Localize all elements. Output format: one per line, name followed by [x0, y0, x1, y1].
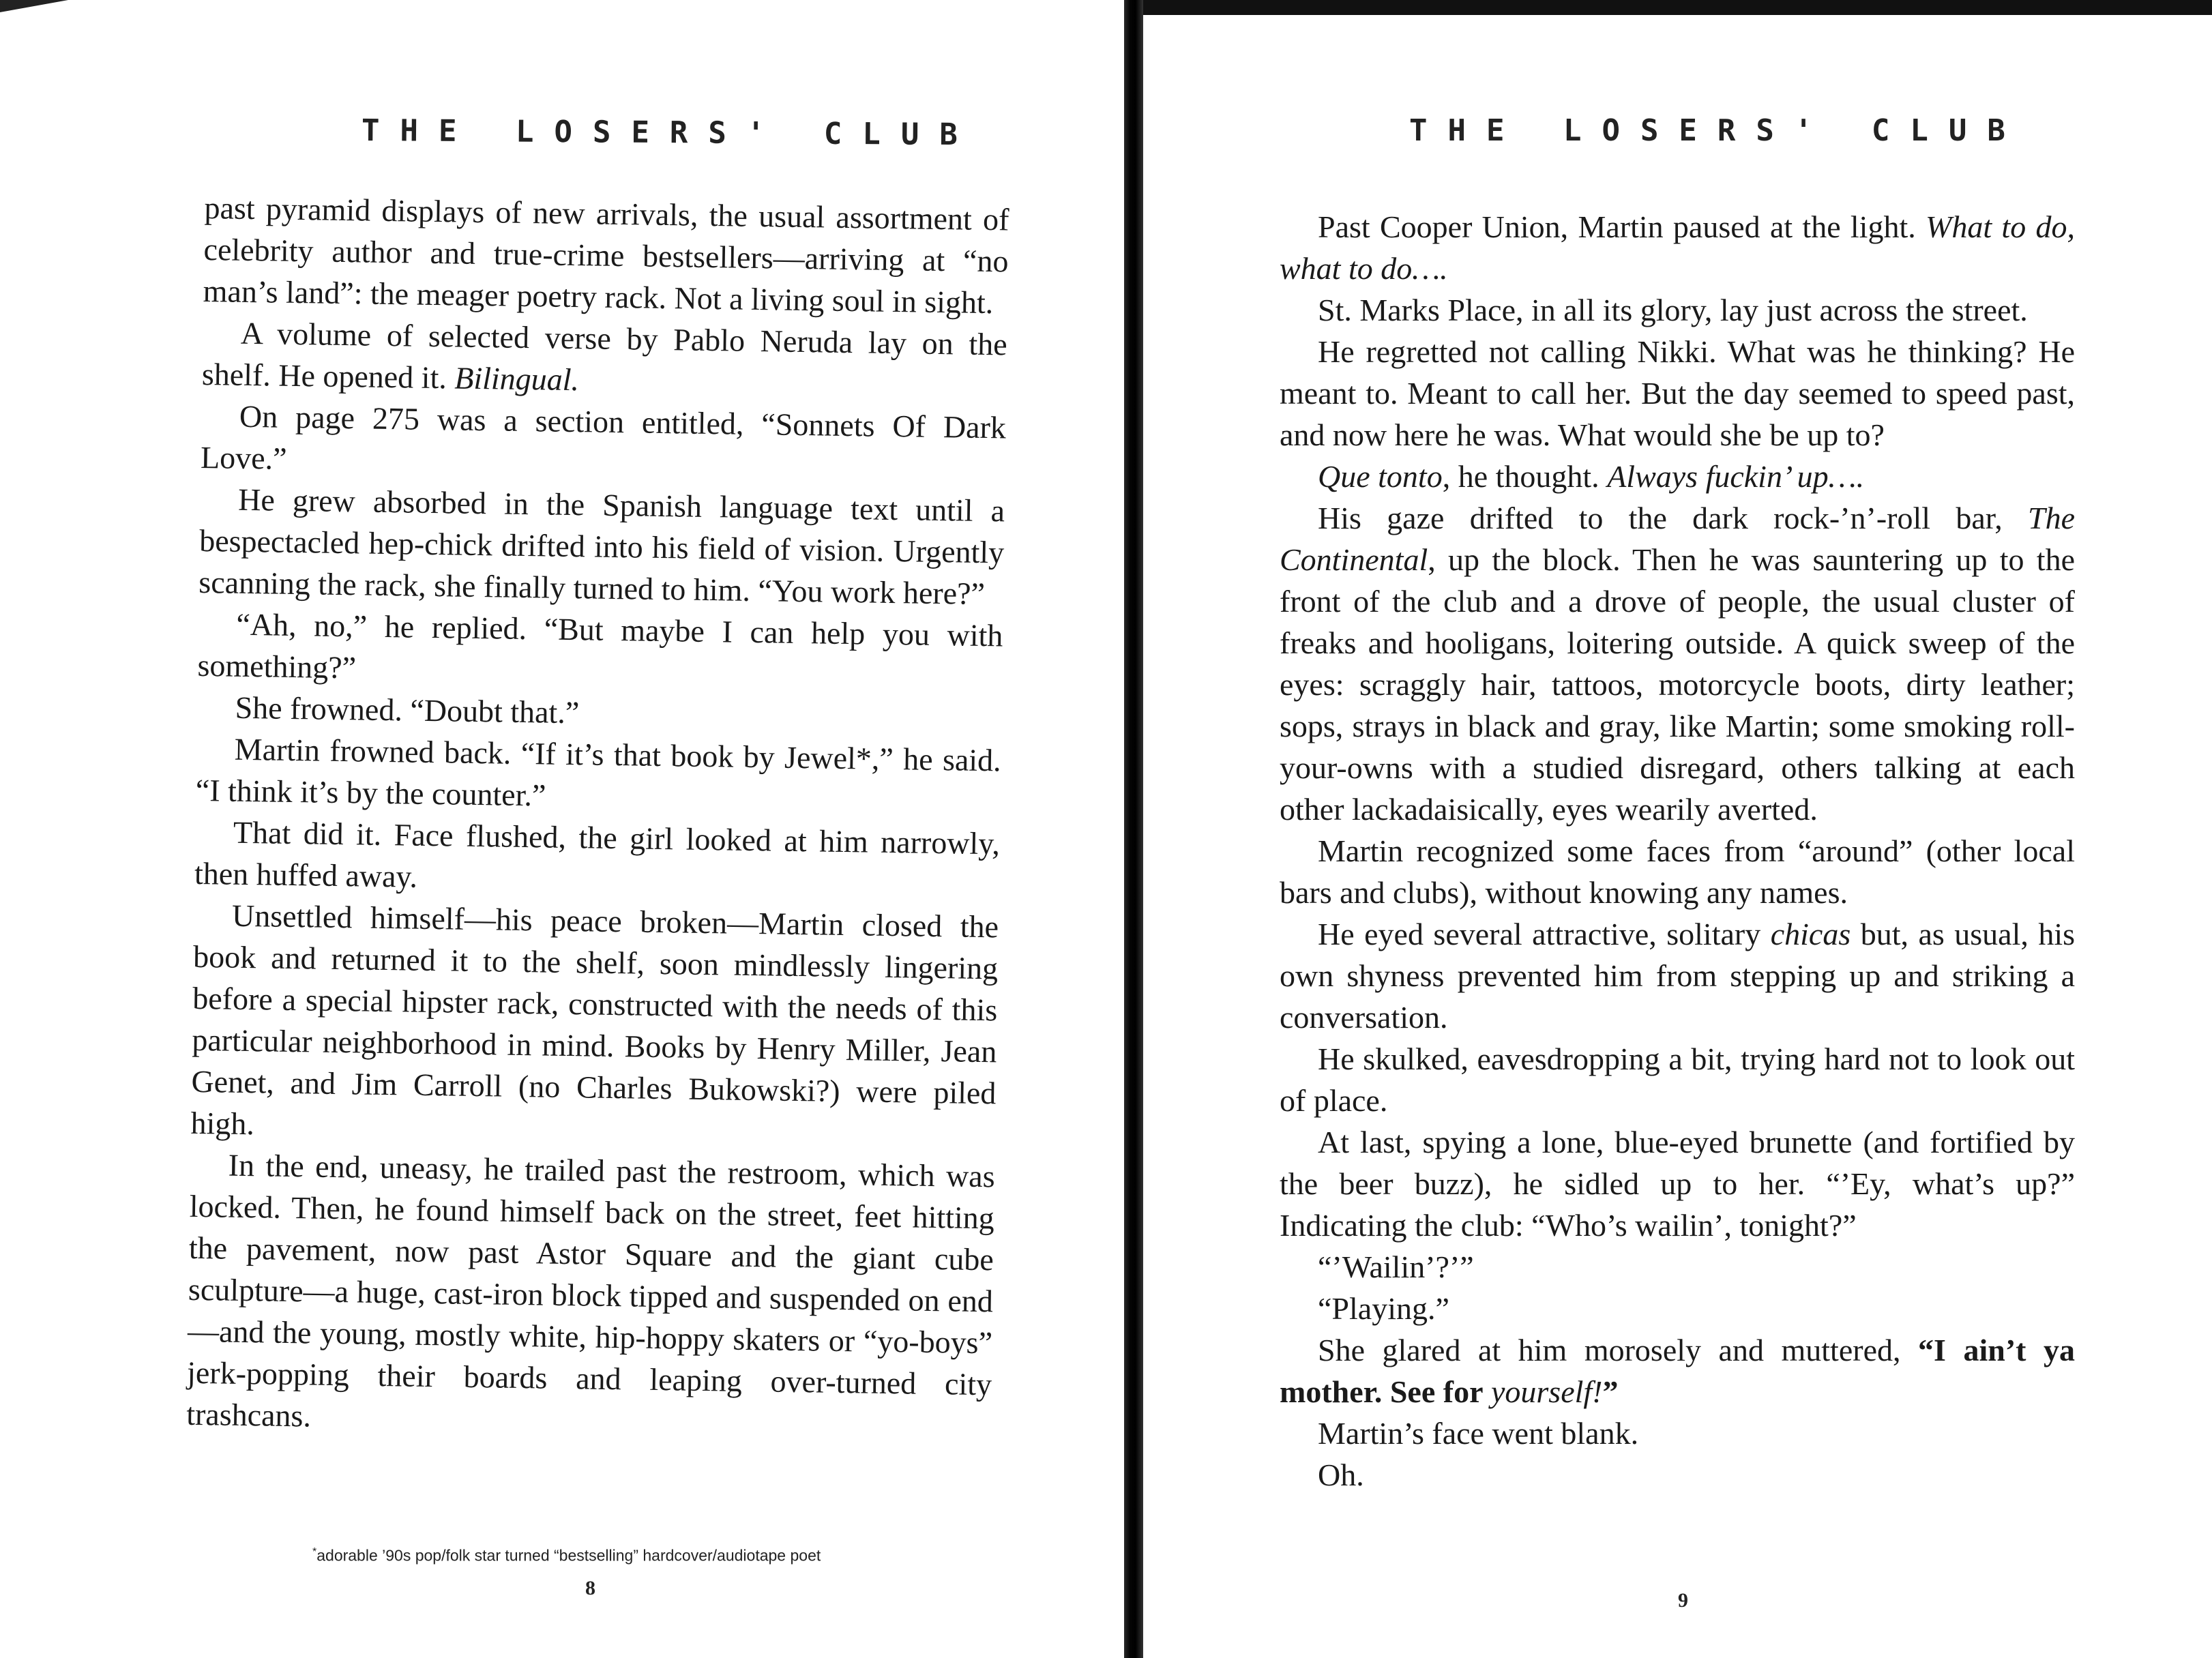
paragraph: Unsettled himself—his peace broken—Martin closed the book and returned it to the shelf, soon mindlessly lingering before a special hipster rack, constructed with the needs of this particular neighborhood in mind. Books by Henry Miller, Jean Genet, and Jim Carroll (no Charles Bukowski?) were piled high.	[190, 898, 999, 1142]
paragraph: Martin frowned back. “If it’s that book by Jewel*,” he said. “I think it’s by the counter.”	[195, 731, 1002, 813]
paragraph: On page 275 was a section entitled, “Sonnets Of Dark Love.”	[200, 398, 1007, 476]
footnote-text: adorable ’90s pop/folk star turned “bestselling” hardcover/audiotape poet	[316, 1546, 821, 1565]
paragraph: Martin’s face went blank.	[1318, 1416, 1639, 1451]
paragraph: He skulked, eavesdropping a bit, trying hard not to look out of place.	[1280, 1041, 2075, 1118]
footnote	[312, 1546, 926, 1565]
paragraph: She frowned. “Doubt that.”	[235, 690, 580, 730]
footnote-mark: *	[312, 1546, 317, 1558]
paragraph: “Ah, no,” he replied. “But maybe I can help you with something?”	[197, 606, 1003, 685]
paragraph: She glared at him morosely and muttered, “I ain’t ya mother. See for yourself!”	[1280, 1333, 2075, 1409]
paragraph: He grew absorbed in the Spanish language text until a bespectacled hep-chick drifted into his field of vision. Urgently scanning the rack, she finally turned to him. “You work here?”	[198, 482, 1005, 612]
paragraph: St. Marks Place, in all its glory, lay just across the street.	[1318, 293, 2028, 327]
right-page	[1143, 0, 2212, 1658]
body-text	[1280, 206, 2075, 1496]
running-head: THE LOSERS' CLUB	[1409, 113, 2026, 148]
paragraph: “Playing.”	[1318, 1291, 1449, 1326]
paragraph: In the end, uneasy, he trailed past the restroom, which was locked. Then, he found himself back on the street, feet hitting the pavement, now past Astor Square and the giant cube sculpture—a huge, cast-iron block tipped and suspended on end—and the young, mostly white, hip-hoppy skaters or “yo-boys” jerk-popping their boards and leaping over-turned city trashcans.	[186, 1147, 995, 1434]
paragraph: Martin recognized some faces from “around” (other local bars and clubs), without knowing any names.	[1280, 833, 2075, 910]
paragraph: His gaze drifted to the dark rock-’n’-roll bar, The Continental, up the block. Then he was sauntering up to the front of the club and a drove of people, the usual cluster of freaks and hooligans, loitering outside. A quick sweep of the eyes: scraggly hair, tattoos, motorcycle boots, dirty leather; sops, strays in black and gray, like Martin; some smoking roll-your-owns with a studied disregard, others talking at each other lackadaisically, eyes wearily averted.	[1280, 501, 2075, 827]
paragraph: He regretted not calling Nikki. What was he thinking? He meant to. Meant to call her. But the day seemed to speed past, and now here he was. What would she be up to?	[1280, 334, 2075, 452]
body-text	[186, 187, 1009, 1447]
paragraph: Oh.	[1318, 1457, 1364, 1492]
paragraph: At last, spying a lone, blue-eyed brunette (and fortified by the beer buzz), he sidled up to her. “’Ey, what’s up?” Indicating the club: “Who’s wailin’, tonight?”	[1280, 1125, 2075, 1243]
running-head: THE LOSERS' CLUB	[361, 113, 978, 153]
paragraph: Que tonto, he thought. Always fuckin’ up….	[1318, 459, 1865, 494]
paragraph: Past Cooper Union, Martin paused at the light. What to do, what to do….	[1280, 209, 2075, 286]
paragraph: past pyramid displays of new arrivals, the usual assortment of celebrity author and true-crime bestsellers—arriving at “no man’s land”: the meager poetry rack. Not a living soul in sight.	[203, 190, 1009, 321]
book-spine-gutter	[1124, 0, 1143, 1658]
page-number: 9	[1678, 1589, 1688, 1612]
page-number: 8	[585, 1577, 595, 1599]
paragraph: He eyed several attractive, solitary chicas but, as usual, his own shyness prevented him from stepping up and striking a conversation.	[1280, 917, 2076, 1035]
paragraph: “’Wailin’?’”	[1318, 1249, 1474, 1284]
paragraph: That did it. Face flushed, the girl looked at him narrowly, then huffed away.	[194, 814, 1001, 894]
paragraph: A volume of selected verse by Pablo Neruda lay on the shelf. He opened it. Bilingual.	[201, 315, 1008, 398]
